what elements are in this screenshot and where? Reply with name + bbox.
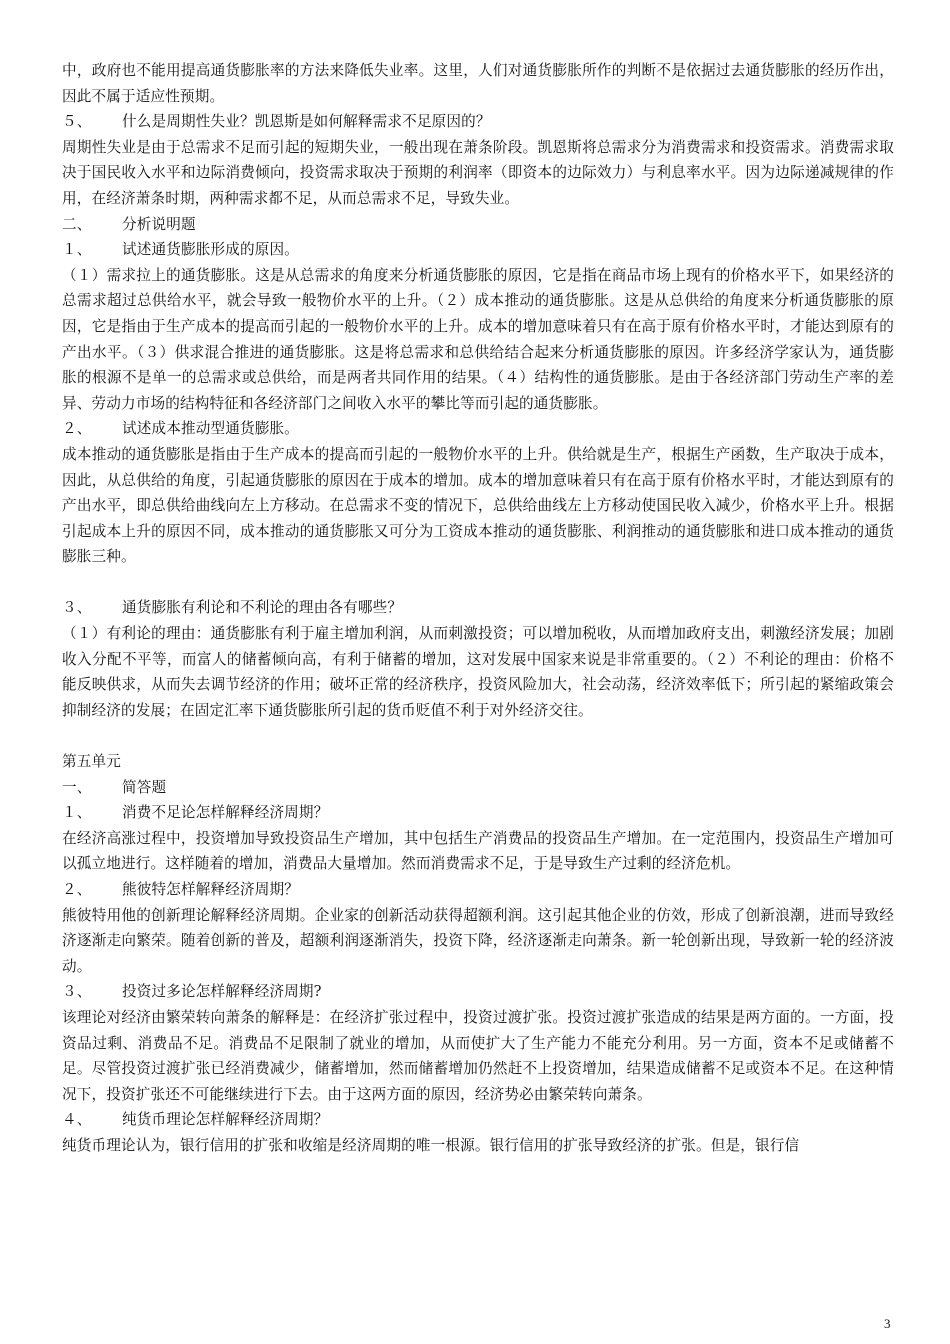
question-number: １、	[62, 804, 92, 822]
question-number: ４、	[62, 1111, 92, 1129]
question-text: 试述通货膨胀形成的原因。	[122, 241, 299, 259]
answer-paragraph: 该理论对经济由繁荣转向萧条的解释是：在经济扩张过程中，投资过渡扩张。投资过渡扩张造成的结果是两方面的。一方面，投资品过剩、消费品不足。消费品不足限制了就业的增加，从而使扩大了生产能力不能充分利用。另一方面，资本不足或储蓄不足。尽管投资过渡扩张已经消费减少，储蓄增加，然而储蓄增加仍然赶不上投资增加，结果造成储蓄不足或资本不足。在这种情况下，投资扩张还不可能继续进行下去。由于这两方面的原因，经济势必由繁荣转向萧条。	[62, 1008, 894, 1103]
unit-title: 第五单元	[62, 753, 121, 771]
section-heading	[62, 212, 894, 238]
section-title: 分析说明题	[122, 215, 196, 233]
question-text: 通货膨胀有利论和不利论的理由各有哪些？	[122, 599, 403, 617]
answer-paragraph: 熊彼特用他的创新理论解释经济周期。企业家的创新活动获得超额利润。这引起其他企业的仿效，形成了创新浪潮，进而导致经济逐渐走向繁荣。随着创新的普及，超额利润逐渐消失，投资下降，经济逐渐走向萧条。新一轮创新出现，导致新一轮的经济波动。	[62, 906, 894, 975]
question-heading	[62, 416, 894, 442]
blank-line	[62, 723, 894, 749]
question-number: ５、	[62, 113, 92, 131]
answer-paragraph: 在经济高涨过程中，投资增加导致投资品生产增加，其中包括生产消费品的投资品生产增加。在一定范围内，投资品生产增加可以孤立地进行。这样随着的增加，消费品大量增加。然而消费需求不足，于是导致生产过剩的经济危机。	[62, 829, 894, 873]
section-number: 二、	[62, 215, 92, 233]
document-body	[62, 58, 894, 1159]
question-heading	[62, 979, 894, 1005]
page-number: 3	[884, 1316, 891, 1331]
question-text: 试述成本推动型通货膨胀。	[122, 420, 299, 438]
question-number: ２、	[62, 881, 92, 898]
question-number: ２、	[62, 420, 92, 438]
question-heading	[62, 237, 894, 263]
answer-paragraph: （１）有利论的理由：通货膨胀有利于雇主增加利润，从而刺激投资；可以增加税收，从而增加政府支出，刺激经济发展；加剧收入分配不平等，而富人的储蓄倾向高，有利于储蓄的增加，这对发展中国家来说是非常重要的。（２）不利论的理由：价格不能反映供求，从而失去调节经济的作用；破坏正常的经济秩序，投资风险加大，社会动荡，经济效率低下；所引起的紧缩政策会抑制经济的发展；在固定汇率下通货膨胀所引起的货币贬值不利于对外经济交往。	[62, 625, 894, 719]
question-text: 消费不足论怎样解释经济周期？	[122, 804, 329, 822]
question-heading	[62, 595, 894, 621]
question-heading	[62, 109, 894, 135]
blank-line	[62, 570, 894, 596]
section-title: 简答题	[122, 778, 167, 796]
answer-paragraph: 周期性失业是由于总需求不足而引起的短期失业，一般出现在萧条阶段。凯恩斯将总需求分为消费需求和投资需求。消费需求取决于国民收入水平和边际消费倾向，投资需求取决于预期的利润率（即资本的边际效力）与利息率水平。因为边际递减规律的作用，在经济萧条时期，两种需求都不足，从而总需求不足，导致失业。	[62, 138, 894, 207]
answer-paragraph: 纯货币理论认为，银行信用的扩张和收缩是经济周期的唯一根源。银行信用的扩张导致经济的扩张。但是，银行信	[62, 1136, 800, 1154]
section-heading	[62, 775, 894, 801]
question-text: 纯货币理论怎样解释经济周期？	[122, 1111, 329, 1129]
question-number: １、	[62, 241, 92, 259]
question-text: 投资过多论怎样解释经济周期?	[122, 983, 322, 1001]
question-number: ３、	[62, 983, 92, 1001]
question-heading	[62, 877, 894, 903]
question-heading	[62, 800, 894, 826]
question-number: ３、	[62, 599, 92, 617]
section-number: 一、	[62, 778, 92, 796]
answer-paragraph: （１）需求拉上的通货膨胀。这是从总需求的角度来分析通货膨胀的原因，它是指在商品市场上现有的价格水平下，如果经济的总需求超过总供给水平，就会导致一般物价水平的上升。（２）成本推动的通货膨胀。这是从总供给的角度来分析通货膨胀的原因，它是指由于生产成本的提高而引起的一般物价水平的上升。成本的增加意味着只有在高于原有价格水平时，才能达到原有的产出水平。（３）供求混合推进的通货膨胀。这是将总需求和总供给结合起来分析通货膨胀的原因。许多经济学家认为，通货膨胀的根源不是单一的总需求或总供给，而是两者共同作用的结果。（４）结构性的通货膨胀。是由于各经济部门劳动生产率的差异、劳动力市场的结构特征和各经济部门之间收入水平的攀比等而引起的通货膨胀。	[62, 266, 894, 412]
question-heading	[62, 1107, 894, 1133]
question-text: 熊彼特怎样解释经济周期？	[122, 881, 299, 898]
paragraph: 中，政府也不能用提高通货膨胀率的方法来降低失业率。这里，人们对通货膨胀所作的判断不是依据过去通货膨胀的经历作出，因此不属于适应性预期。	[62, 62, 894, 105]
question-text: 什么是周期性失业？凯恩斯是如何解释需求不足原因的？	[122, 113, 491, 131]
answer-paragraph: 成本推动的通货膨胀是指由于生产成本的提高而引起的一般物价水平的上升。供给就是生产，根据生产函数，生产取决于成本，因此，从总供给的角度，引起通货膨胀的原因在于成本的增加。成本的增加意味着只有在高于原有价格水平时，才能达到原有的产出水平，即总供给曲线向左上方移动。在总需求不变的情况下，总供给曲线左上方移动使国民收入减少，价格水平上升。根据引起成本上升的原因不同，成本推动的通货膨胀又可分为工资成本推动的通货膨胀、利润推动的通货膨胀和进口成本推动的通货膨胀三种。	[62, 445, 894, 566]
